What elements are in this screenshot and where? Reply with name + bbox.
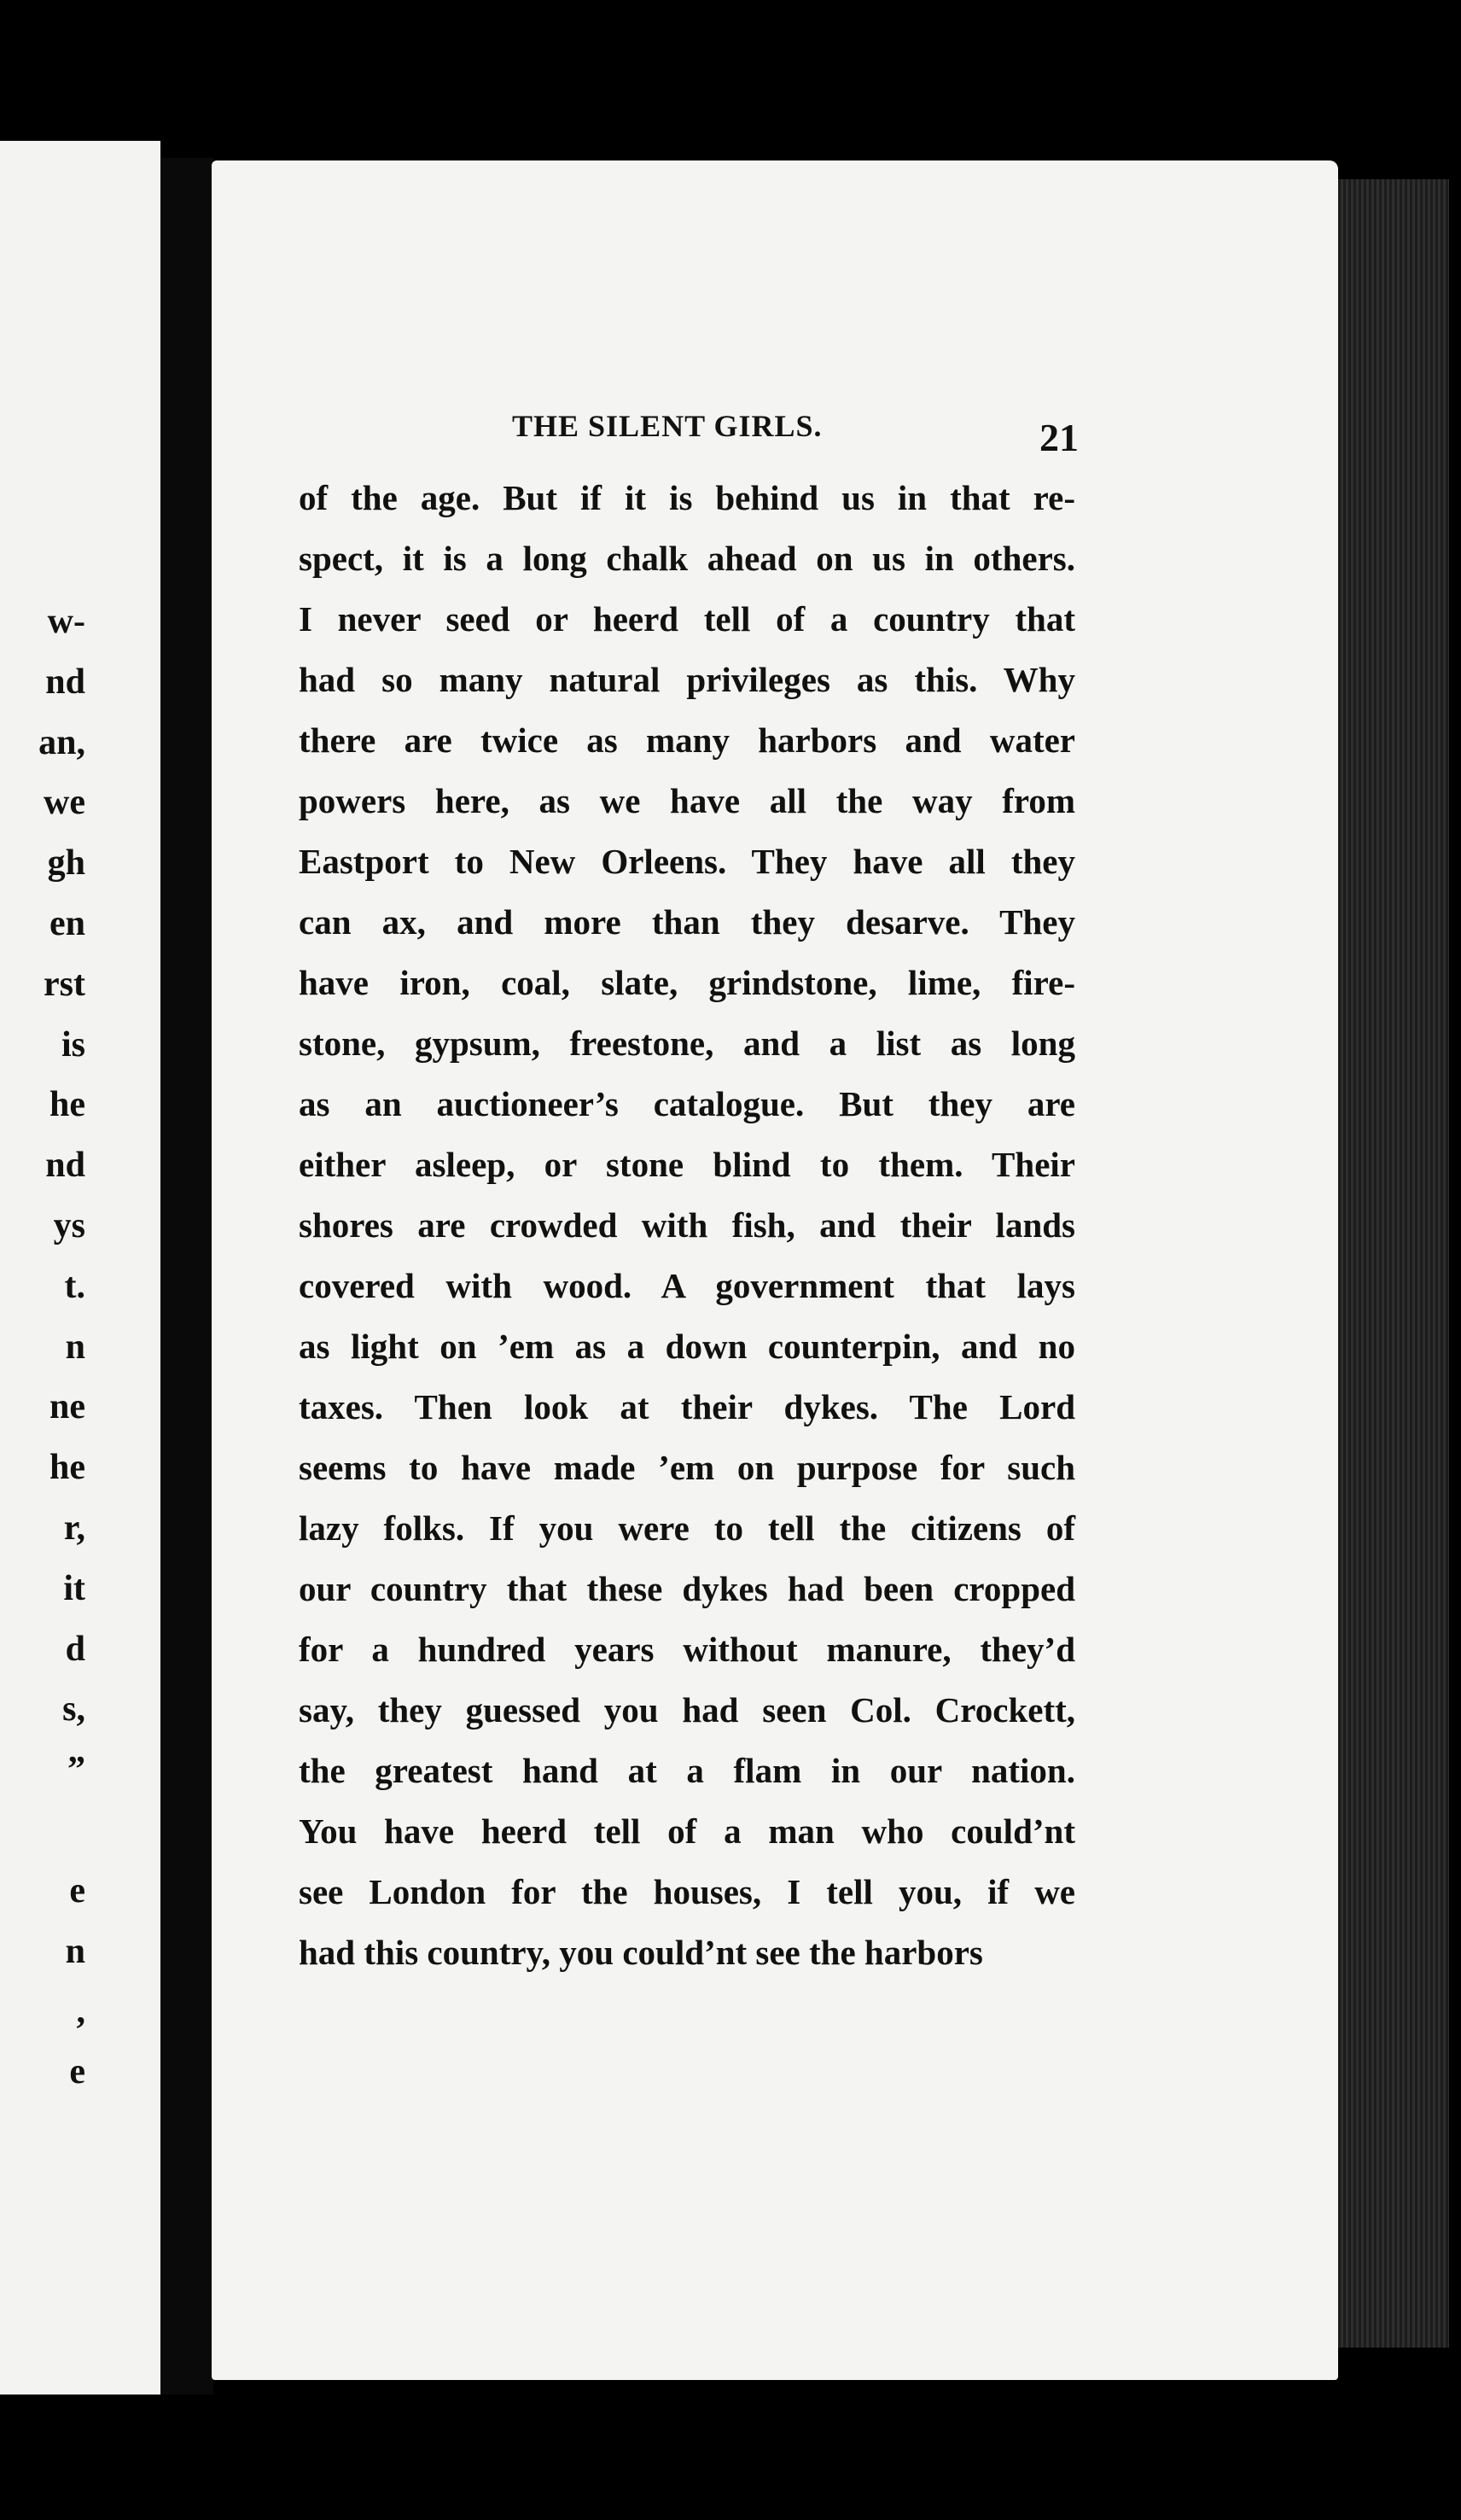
text-line: I never seed or heerd tell of a country that [299, 599, 1075, 639]
page-edges [1338, 179, 1449, 2348]
fragment-line: e [69, 2052, 85, 2092]
text-line: taxes. Then look at their dykes. The Lord [299, 1387, 1075, 1426]
text-line: Eastport to New Orleens. They have all they [299, 842, 1075, 881]
fragment-line: nd [45, 1146, 85, 1186]
text-line: shores are crowded with fish, and their lands [299, 1205, 1075, 1245]
text-line: stone, gypsum, freestone, and a list as long [299, 1024, 1075, 1063]
fragment-line: he [49, 1085, 85, 1125]
fragment-line: rst [44, 964, 85, 1004]
text-line: lazy folks. If you were to tell the citizens of [299, 1508, 1075, 1548]
text-line: see London for the houses, I tell you, if we [299, 1872, 1075, 1911]
text-line: as an auctioneer’s catalogue. But they are [299, 1084, 1075, 1123]
fragment-line: an, [38, 722, 85, 762]
fragment-line: ys [53, 1205, 85, 1245]
fragment-line: s, [62, 1689, 85, 1730]
fragment-line: nd [45, 662, 85, 702]
text-line: as light on ’em as a down counterpin, and no [299, 1327, 1075, 1366]
fragment-line: it [63, 1568, 85, 1608]
text-line: had this country, you could’nt see the harbors [299, 1933, 983, 1972]
fragment-line: he [49, 1448, 85, 1488]
text-line: for a hundred years without manure, they’d [299, 1630, 1075, 1669]
text-line: have iron, coal, slate, grindstone, lime, fire- [299, 963, 1075, 1002]
fragment-line: n [65, 1327, 85, 1367]
text-line: can ax, and more than they desarve. They [299, 902, 1075, 942]
fragment-line: gh [47, 843, 85, 884]
text-line: either asleep, or stone blind to them. Their [299, 1145, 1075, 1184]
text-line: there are twice as many harbors and water [299, 720, 1075, 760]
fragment-line: r, [63, 1508, 85, 1548]
text-line: seems to have made ’em on purpose for such [299, 1448, 1075, 1487]
running-head: THE SILENT GIRLS. [512, 409, 823, 443]
facing-page-text [0, 592, 85, 2103]
text-line: say, they guessed you had seen Col. Crockett, [299, 1690, 1075, 1730]
fragment-line: ” [67, 1750, 85, 1790]
fragment-line [0, 1800, 85, 1861]
text-line: our country that these dykes had been cropped [299, 1569, 1075, 1608]
fragment-line: en [49, 903, 85, 943]
text-line: had so many natural privileges as this. Why [299, 660, 1075, 699]
text-line: of the age. But if it is behind us in that re- [299, 478, 1075, 517]
fragment-line: n [65, 1931, 85, 1971]
fragment-line: t. [64, 1266, 85, 1306]
fragment-line: , [76, 1992, 85, 2032]
book-gutter [160, 158, 213, 2395]
page-number: 21 [1039, 416, 1079, 459]
fragment-line: ne [49, 1387, 85, 1427]
fragment-line: we [44, 783, 85, 823]
text-line: covered with wood. A government that lays [299, 1266, 1075, 1305]
text-line: the greatest hand at a flam in our nation. [299, 1751, 1075, 1790]
fragment-line: is [61, 1024, 85, 1065]
fragment-line: w- [47, 602, 85, 641]
fragment-line: e [69, 1870, 85, 1910]
text-line: You have heerd tell of a man who could’nt [299, 1811, 1075, 1851]
text-line: spect, it is a long chalk ahead on us in others. [299, 539, 1075, 578]
facing-page-fragment [0, 141, 160, 2395]
text-line: powers here, as we have all the way from [299, 781, 1075, 820]
body-text [299, 468, 1075, 1983]
fragment-line: d [65, 1629, 85, 1669]
